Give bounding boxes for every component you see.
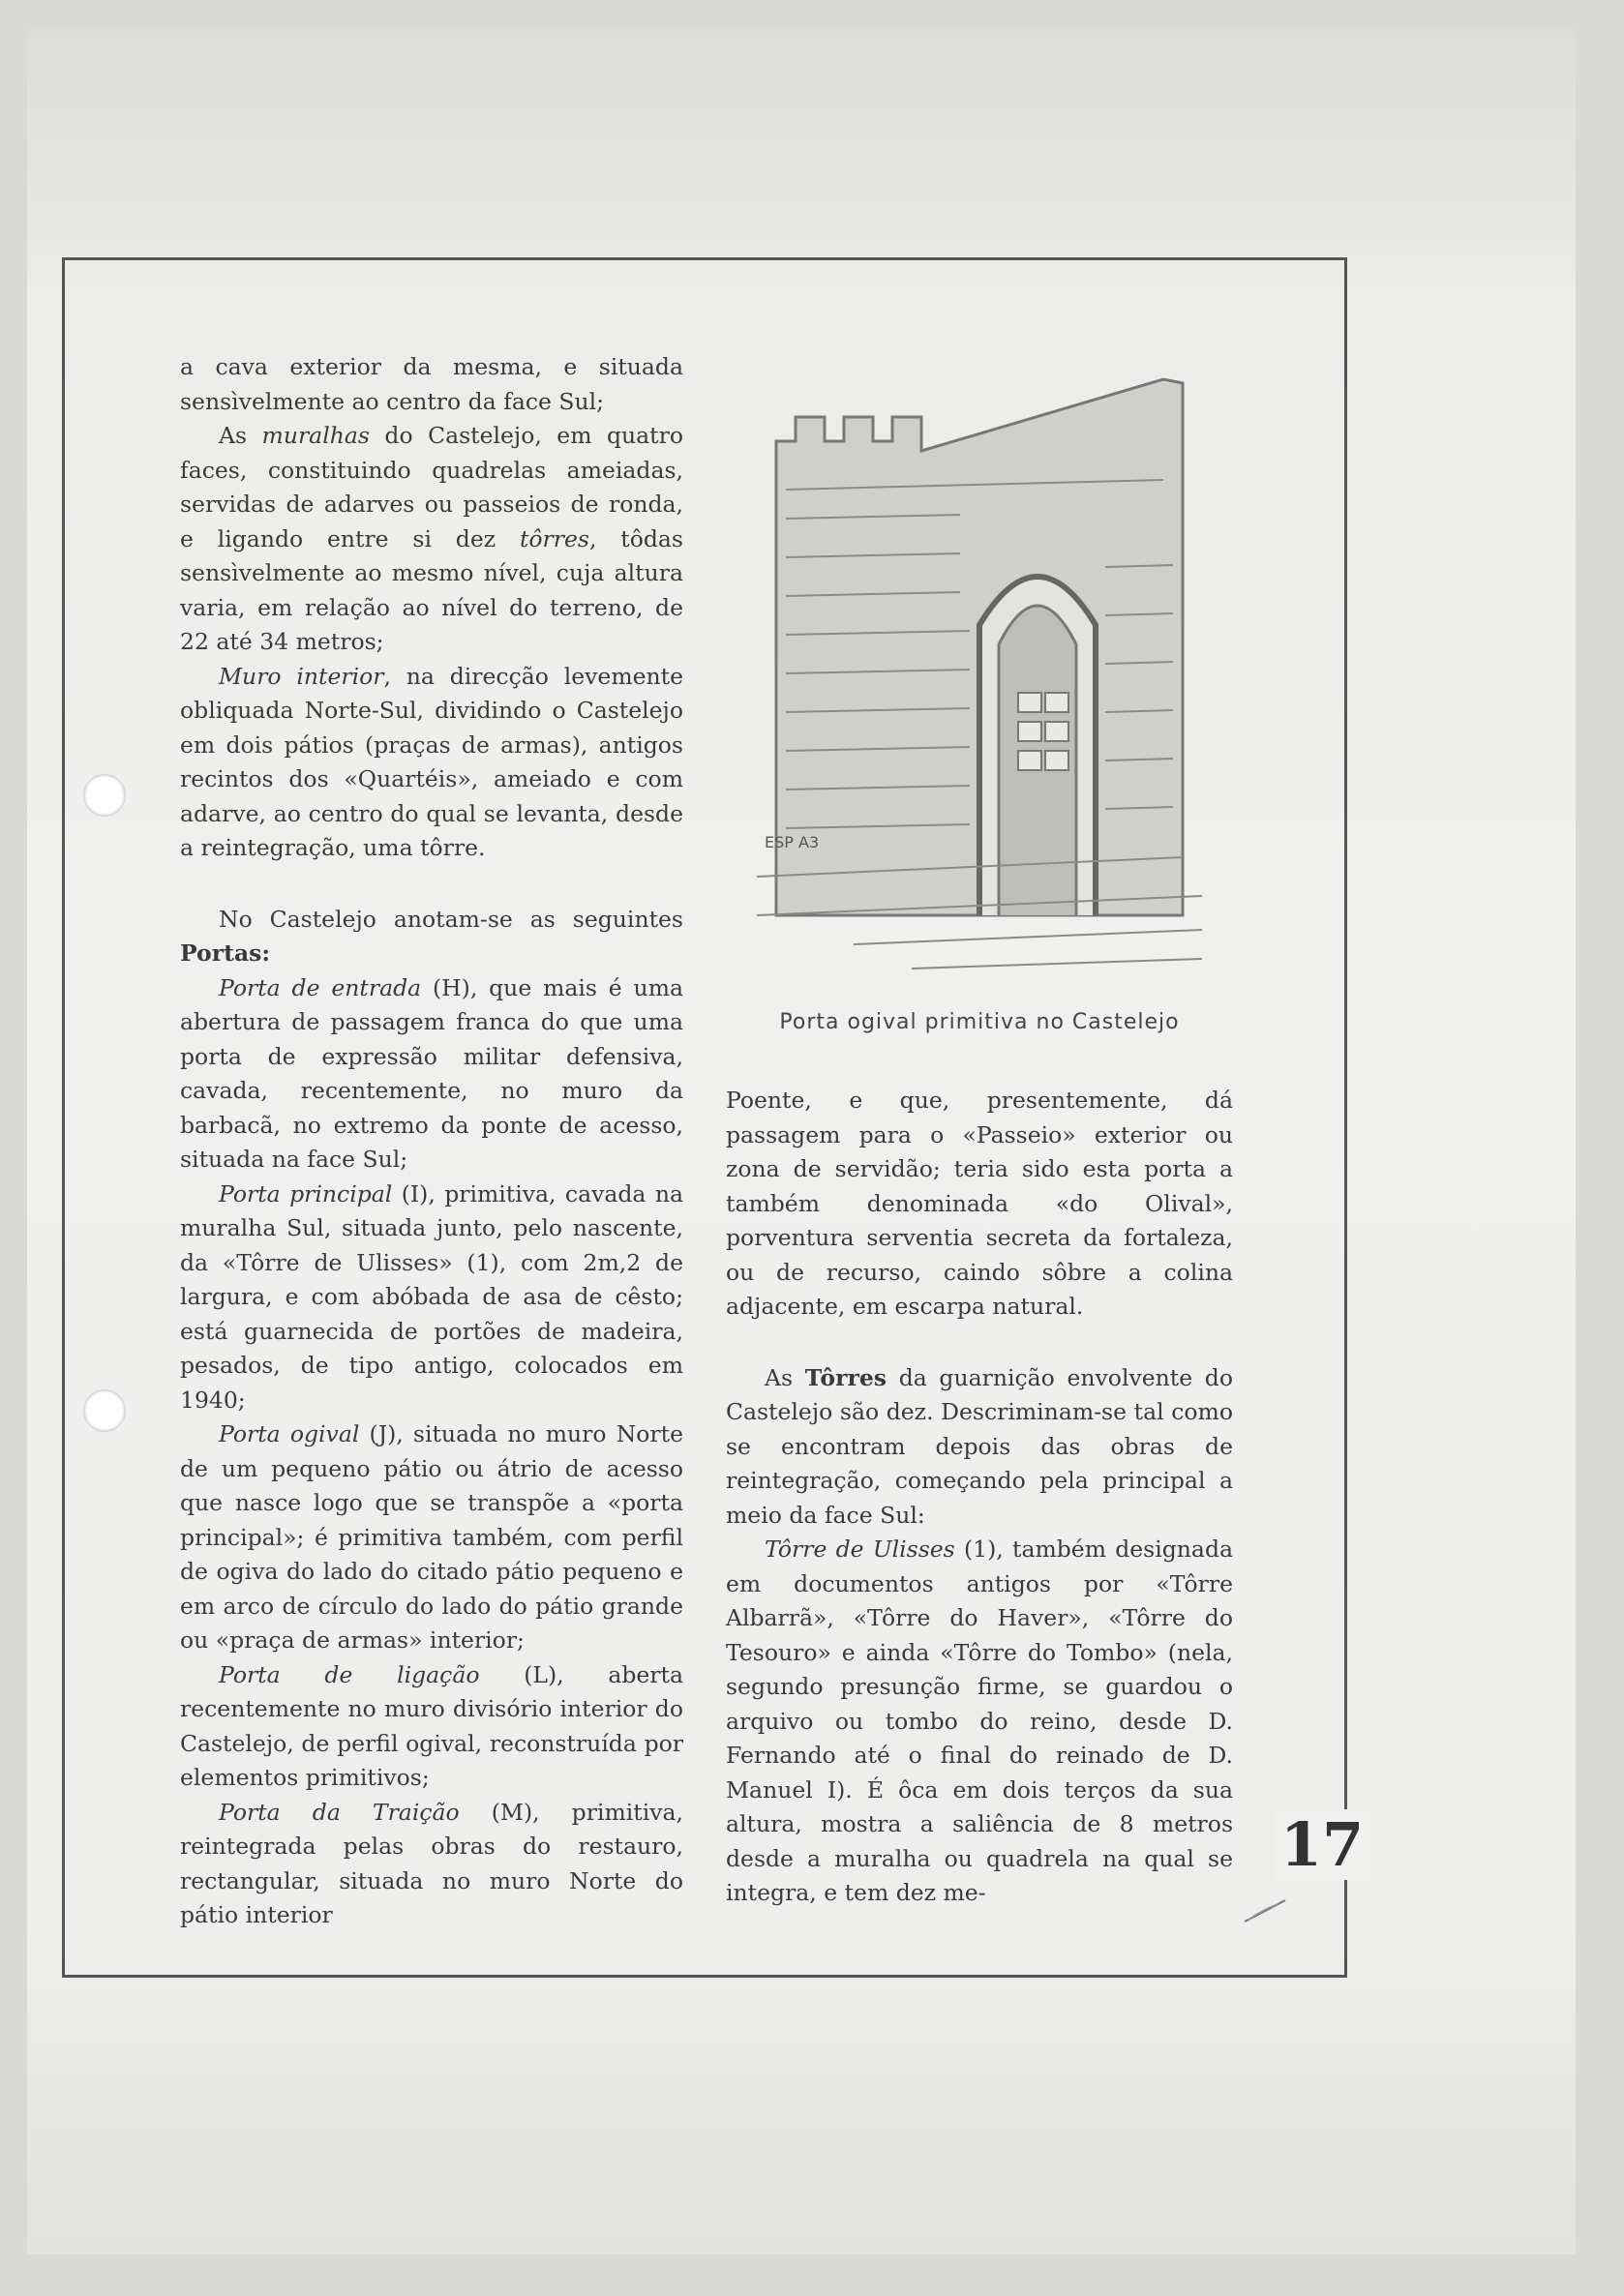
- paragraph-porta-traicao: Porta da Traição (M), primitiva, reintegrada pelas obras do restauro, rectangular, situada no muro Norte do pátio interior: [180, 1798, 683, 1928]
- paragraph-porta-principal: Porta principal (I), primitiva, cavada na muralha Sul, situada junto, pelo nascente, da «Tôrre de Ulisses» (1), com 2m,2 de largura, e com abóbada de asa de cêsto; está guarnecida de portões de madeira, pesados, de tipo antigo, colocados em 1940;: [180, 1179, 684, 1414]
- page-number: 17: [1274, 1809, 1370, 1880]
- paragraph-muro-interior: Muro interior, na direcção levemente obliquada Norte-Sul, dividindo o Castelejo em dois pátios (praças de armas), antigos recintos dos «Quartéis», ameiado e com adarve, ao centro do qual se levanta, desde a reintegração, uma tôrre.: [180, 662, 683, 861]
- pencil-mark: [1241, 1896, 1289, 1925]
- right-text-column: [726, 1084, 1233, 1911]
- paragraph-muralhas: As muralhas do Castelejo, em quatro faces, constituindo quadrelas ameiadas, servidas de adarves ou passeios de ronda, e ligando entre si dez tôrres, tôdas sensìvelmente ao mesmo nível, cuja altura varia, em relação ao nível do terreno, de 22 até 34 metros;: [180, 422, 683, 655]
- paragraph-poente: Poente, e que, presentemente, dá passagem para o «Passeio» exterior ou zona de servidão; teria sido esta porta a também denominada «do Olival», porventura serventia secreta da fortaleza, ou de recurso, caindo sôbre a colina adjacente, em escarpa natural.: [726, 1087, 1233, 1320]
- paragraph-porta-ligacao: Porta de ligação (L), aberta recentemente no muro divisório interior do Castelejo, de perfil ogival, reconstruída por elementos primitivos;: [180, 1660, 683, 1791]
- left-text-column: [180, 350, 683, 1933]
- paragraph-porta-entrada: Porta de entrada (H), que mais é uma abertura de passagem franca do que uma porta de expressão militar defensiva, cavada, recentemente, no muro da barbacã, no extremo da ponte de acesso, situada na face Sul;: [180, 973, 683, 1173]
- figure-caption: Porta ogival primitiva no Castelejo: [779, 1010, 1180, 1034]
- paragraph: a cava exterior da mesma, e situada sensìvelmente ao centro da face Sul;: [180, 353, 683, 415]
- artist-signature: ESP A3: [765, 833, 820, 851]
- paragraph-torres: As Tôrres da guarnição envolvente do Castelejo são dez. Descriminam-se tal como se encontram depois das obras de reintegração, começando pela principal a meio da face Sul:: [726, 1363, 1233, 1529]
- paragraph-portas-heading: No Castelejo anotam-se as seguintes Portas:: [180, 905, 683, 967]
- paragraph-torre-ulisses: Tôrre de Ulisses (1), também designada em documentos antigos por «Tôrre Albarrã», «Tôrre do Haver», «Tôrre do Tesouro» e ainda «Tôrre do Tombo» (nela, segundo presunção firme, se guardou o arquivo ou tombo do reino, desde D. Fernando até o final do reinado de D. Manuel I). É ôca em dois terços da sua altura, mostra a saliência de 8 metros desde a muralha ou quadrela na qual se integra, e tem dez me-: [726, 1536, 1233, 1906]
- woodcut-illustration: [757, 373, 1206, 981]
- paragraph-porta-ogival: Porta ogival (J), situada no muro Norte de um pequeno pátio ou átrio de acesso que nasce logo que se transpõe a «porta principal»; é primitiva também, com perfil de ogiva do lado do citado pátio pequeno e em arco de círculo do lado do pátio grande ou «praça de armas» interior;: [180, 1420, 683, 1654]
